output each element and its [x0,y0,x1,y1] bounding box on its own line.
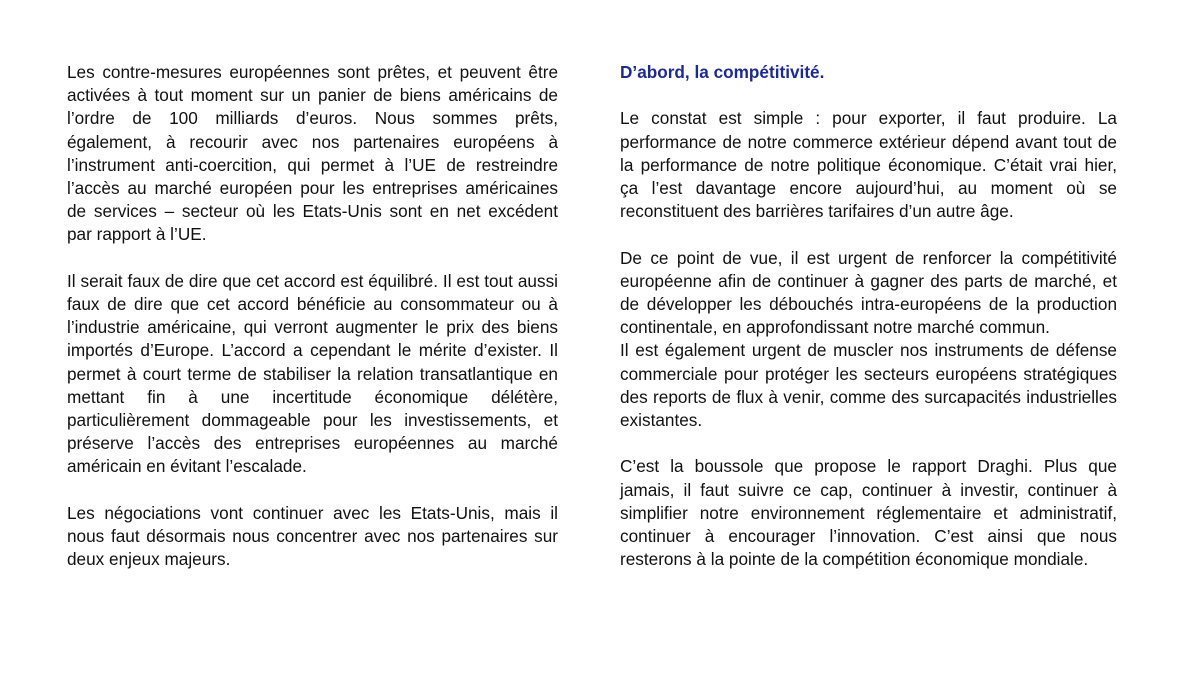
right-text-column [620,61,1117,595]
paragraph-negotiations: Les négociations vont continuer avec les Etats-Unis, mais il nous faut désormais nous concentrer avec nos partenaires sur deux enjeux majeurs. [67,502,558,570]
paragraph-countermeasures: Les contre-mesures européennes sont prêtes, et peuvent être activées à tout moment sur un panier de biens américains de l’ordre de 100 milliards d’euros. Nous sommes prêts, également, à recourir avec nos partenaires européens à l’instrument anti-coercition, qui permet à l’UE de restreindre l’accès au marché européen pour les entreprises américaines de services – secteur où les Etats-Unis sont en net excédent par rapport à l’UE. [67,62,558,245]
section-heading-competitiveness: D’abord, la compétitivité. [620,62,825,82]
paragraph-trade-defense: Il est également urgent de muscler nos instruments de défense commerciale pour protéger les secteurs européens stratégiques des reports de flux à venir, comme des surcapacités industrielles existantes. [620,340,1117,431]
paragraph-export-production: Le constat est simple : pour exporter, il faut produire. La performance de notre commerce extérieur dépend avant tout de la performance de notre politique économique. C’était vrai hier, ça l’est davantage encore aujourd’hui, au moment où se reconstituent des barrières tarifaires d’un autre âge. [620,108,1117,222]
paragraph-draghi-report: C’est la boussole que propose le rapport Draghi. Plus que jamais, il faut suivre ce cap, continuer à investir, continuer à simplifier notre environnement réglementaire et administratif, continuer à encourager l’innovation. C’est ainsi que nous resterons à la pointe de la compétition économique mondiale. [620,456,1117,570]
left-text-column [67,61,558,595]
paragraph-competitiveness-urgency: De ce point de vue, il est urgent de renforcer la compétitivité européenne afin de continuer à gagner des parts de marché, et de développer les débouchés intra-européens de la production continentale, en approfondissant notre marché commun. [620,247,1117,338]
paragraph-agreement-assessment: Il serait faux de dire que cet accord est équilibré. Il est tout aussi faux de dire que cet accord bénéficie au consommateur ou à l’industrie américaine, qui verront augmenter le prix des biens importés d’Europe. L’accord a cependant le mérite d’exister. Il permet à court terme de stabiliser la relation transatlantique en mettant fin à une incertitude économique délétère, particulièrement dommageable pour les investissements, et préserve l’accès des entreprises européennes au marché américain en évitant l’escalade. [67,270,558,477]
